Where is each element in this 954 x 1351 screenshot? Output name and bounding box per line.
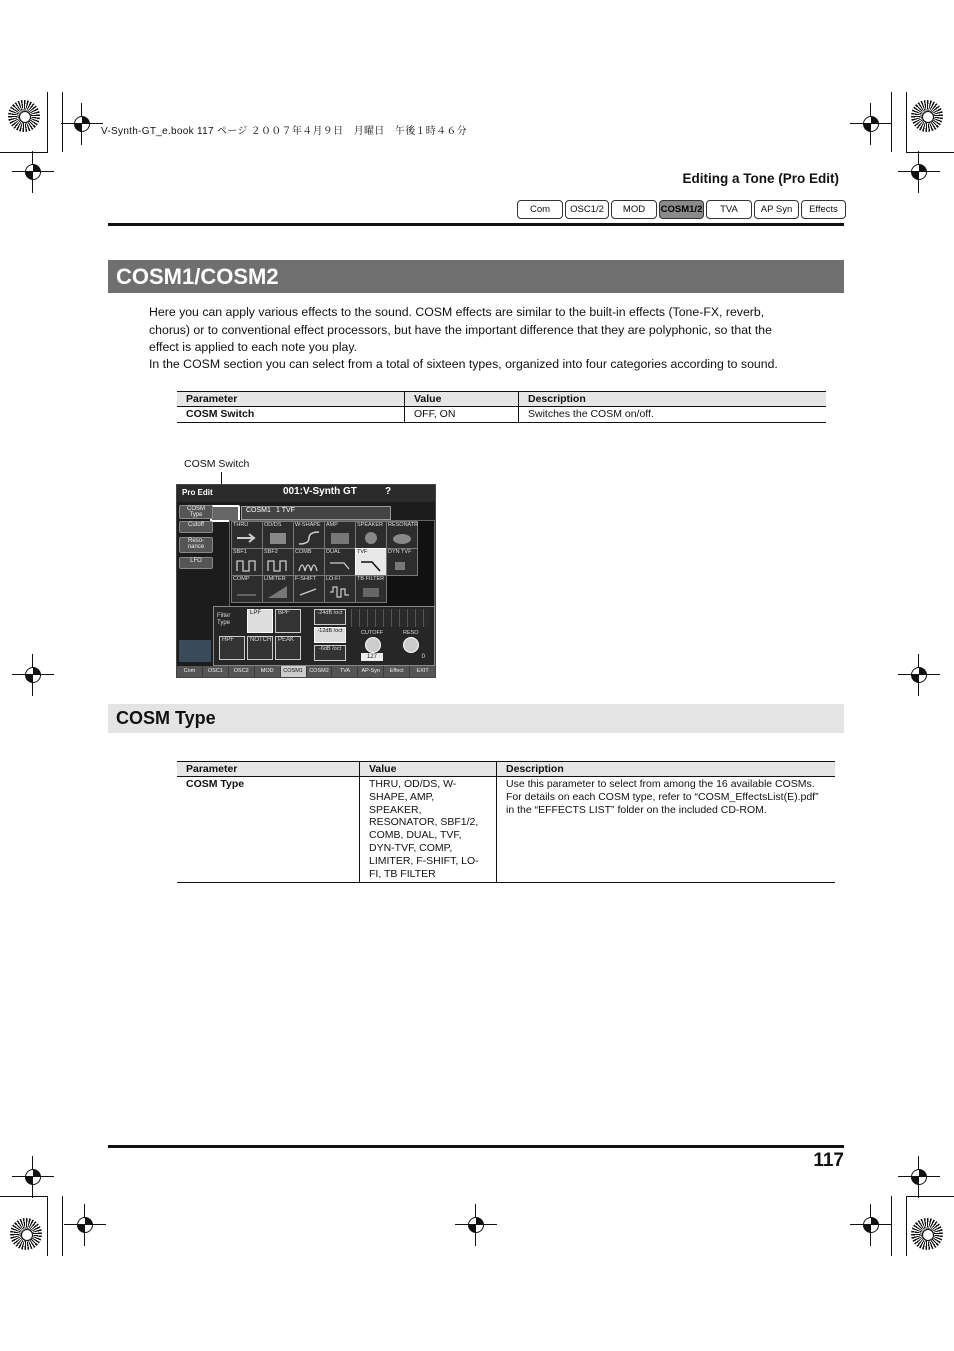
cosm-type-sbf2[interactable]: SBF2 (262, 548, 294, 576)
filter-lpf-button[interactable]: LPF (247, 609, 273, 633)
callout-label: COSM Switch (184, 458, 250, 470)
trim-line (47, 1196, 48, 1256)
side-button-lfo[interactable]: LFO (179, 557, 213, 569)
reso-value: 0 (421, 654, 425, 660)
registration-mark-top-right (911, 100, 943, 132)
tab-com[interactable]: Com (517, 200, 563, 219)
device-screenshot (176, 484, 436, 678)
crosshair-mark (860, 1214, 882, 1236)
slope-12db-button[interactable]: -12dB /oct (314, 627, 346, 643)
trim-line (891, 1196, 892, 1256)
crosshair-mark (908, 1166, 930, 1188)
parameter-table-cosm-switch (177, 391, 826, 423)
table-row (177, 777, 835, 883)
footer-rule (108, 1145, 844, 1148)
filter-type-label: Filter Type (217, 613, 231, 626)
reso-knob[interactable] (403, 637, 419, 653)
tab-cosm[interactable]: COSM1/2 (659, 200, 704, 219)
crosshair-mark (22, 1166, 44, 1188)
cosm-type-comb[interactable]: COMB (293, 548, 325, 576)
param-value: THRU, OD/DS, W-SHAPE, AMP, SPEAKER, RESONATOR, SBF1/2, COMB, DUAL, TVF, DYN-TVF, COMP, LIMITER, F-SHIFT, LO-FI, TB FILTER (360, 777, 497, 883)
tab-tva[interactable]: TVA (706, 200, 752, 219)
tab-effects[interactable]: Effects (801, 200, 846, 219)
col-header-value: Value (405, 392, 519, 407)
page-number: 117 (813, 1150, 844, 1171)
cosm-type-od-ds[interactable]: OD/DS (262, 521, 294, 549)
cosm-type-tvf[interactable]: TVF (355, 548, 387, 576)
param-value: OFF, ON (405, 407, 519, 423)
screen-tab-com[interactable]: Com (177, 666, 202, 677)
screen-tab-tva[interactable]: TVA (332, 666, 357, 677)
intro-paragraph: Here you can apply various effects to the sound. COSM effects are similar to the built-in effects (Tone-FX, reverb, chorus) or to conventional effect processors, but have the important difference that they are polyphonic, so that the effect is applied to each note you play. (149, 305, 772, 354)
trim-line (47, 92, 48, 152)
col-header-parameter: Parameter (177, 392, 405, 407)
trim-line (906, 92, 907, 152)
trim-line (62, 92, 63, 152)
cosm-type-lo-fi[interactable]: LO-FI (324, 575, 356, 603)
cosm-type-dual[interactable]: DUAL (324, 548, 356, 576)
trim-line (906, 152, 954, 153)
screen-tab-cosm1[interactable]: COSM1 (281, 666, 306, 677)
reso-knob-label: RESO (403, 630, 419, 636)
registration-mark-bottom-left (10, 1218, 42, 1250)
table-header-row (177, 392, 826, 407)
cutoff-knob-label: CUTOFF (361, 630, 384, 636)
tab-ap-syn[interactable]: AP Syn (754, 200, 799, 219)
cutoff-value: 127 (361, 653, 383, 661)
trim-line (906, 1196, 907, 1256)
screen-tab-exit[interactable]: EXIT (410, 666, 435, 677)
trim-line (906, 1196, 954, 1197)
cosm-type-dyn-tvf[interactable]: DYN TVF (386, 548, 418, 576)
parameter-table-cosm-type (177, 761, 835, 883)
param-name: COSM Type (177, 777, 360, 883)
registration-mark-top-left (8, 100, 40, 132)
cosm-type-amp[interactable]: AMP (324, 521, 356, 549)
header-rule (108, 223, 844, 226)
cosm-type-comp[interactable]: COMP (231, 575, 263, 603)
trim-line (62, 1196, 63, 1256)
col-header-value: Value (360, 762, 497, 777)
filter-hpf-button[interactable]: HPF (219, 636, 245, 660)
section-title: COSM1/COSM2 (108, 260, 844, 293)
table-row (177, 407, 826, 423)
running-head: Editing a Tone (Pro Edit) (682, 171, 839, 186)
tab-mod[interactable]: MOD (611, 200, 657, 219)
cosm-type-tb-filter[interactable]: TB FILTER (355, 575, 387, 603)
col-header-parameter: Parameter (177, 762, 360, 777)
subsection-title: COSM Type (108, 704, 844, 733)
side-button-cutoff[interactable]: Cutoff (179, 521, 213, 533)
cosm-type-speaker[interactable]: SPEAKER (355, 521, 387, 549)
slope-24db-button[interactable]: -24dB /oct (314, 609, 346, 625)
param-name: COSM Switch (177, 407, 405, 423)
cosm-type-resonator[interactable]: RESONATR (386, 521, 418, 549)
trim-line (0, 1196, 48, 1197)
filter-peak-button[interactable]: PEAK (275, 636, 301, 660)
col-header-description: Description (519, 392, 827, 407)
tab-osc[interactable]: OSC1/2 (565, 200, 609, 219)
trim-line (891, 92, 892, 152)
param-description: Use this parameter to select from among the 16 available COSMs. For details on each COSM type, refer to “COSM_EffectsList(E).pdf” in the “EFFECTS LIST” folder on the included CD-ROM. (497, 777, 836, 883)
filter-label: 1 TVF (276, 507, 295, 514)
screen-tab-effect[interactable]: Effect (384, 666, 409, 677)
cosm-type-sbf1[interactable]: SBF1 (231, 548, 263, 576)
param-description: Switches the COSM on/off. (519, 407, 827, 423)
help-button[interactable]: ? (385, 486, 392, 497)
crosshair-mark (908, 161, 930, 183)
slope-6db-button[interactable]: -6dB /oct (314, 645, 346, 661)
crosshair-mark (908, 664, 930, 686)
crosshair-mark (22, 664, 44, 686)
screen-tab-cosm2[interactable]: COSM2 (307, 666, 332, 677)
trim-line (0, 152, 48, 153)
filter-notch-button[interactable]: NOTCH (247, 636, 273, 660)
world-map-graphic (179, 640, 211, 662)
registration-mark-bottom-right (911, 1218, 943, 1250)
eq-graph (351, 609, 429, 627)
crosshair-mark (71, 113, 93, 135)
cutoff-knob[interactable] (365, 637, 381, 653)
screen-mode-label: Pro Edit (182, 488, 213, 497)
filter-bpf-button[interactable]: BPF (275, 609, 301, 633)
screen-tab-osc2[interactable]: OSC2 (229, 666, 254, 677)
crosshair-mark (860, 113, 882, 135)
cosm-type-limiter[interactable]: LIMITER (262, 575, 294, 603)
screen-tab-ap-syn[interactable]: AP-Syn (358, 666, 383, 677)
cosm-type-thru[interactable]: THRU (231, 521, 263, 549)
file-header: V-Synth-GT_e.book 117 ページ ２００７年４月９日 月曜日 午後１時４６分 (101, 126, 467, 137)
cosm-type-w-shape[interactable]: W-SHAPE (293, 521, 325, 549)
col-header-description: Description (497, 762, 836, 777)
section-tabs (517, 200, 846, 219)
tone-name: 001:V-Synth GT (283, 486, 357, 497)
table-header-row (177, 762, 835, 777)
screen-tab-mod[interactable]: MOD (255, 666, 280, 677)
crosshair-mark (465, 1214, 487, 1236)
screen-bottom-tabs (177, 666, 435, 677)
crosshair-mark (22, 161, 44, 183)
side-button-resonance[interactable]: Reso-nance (179, 537, 213, 553)
side-button-cosm-type[interactable]: COSM Type (179, 505, 213, 519)
screen-tab-osc1[interactable]: OSC1 (203, 666, 228, 677)
intro-paragraph-2: In the COSM section you can select from a total of sixteen types, organized into four categories according to sound. (149, 357, 778, 371)
cosm-type-f-shift[interactable]: F-SHIFT (293, 575, 325, 603)
cosm-number-label: COSM1 (246, 507, 271, 514)
crosshair-mark (74, 1214, 96, 1236)
